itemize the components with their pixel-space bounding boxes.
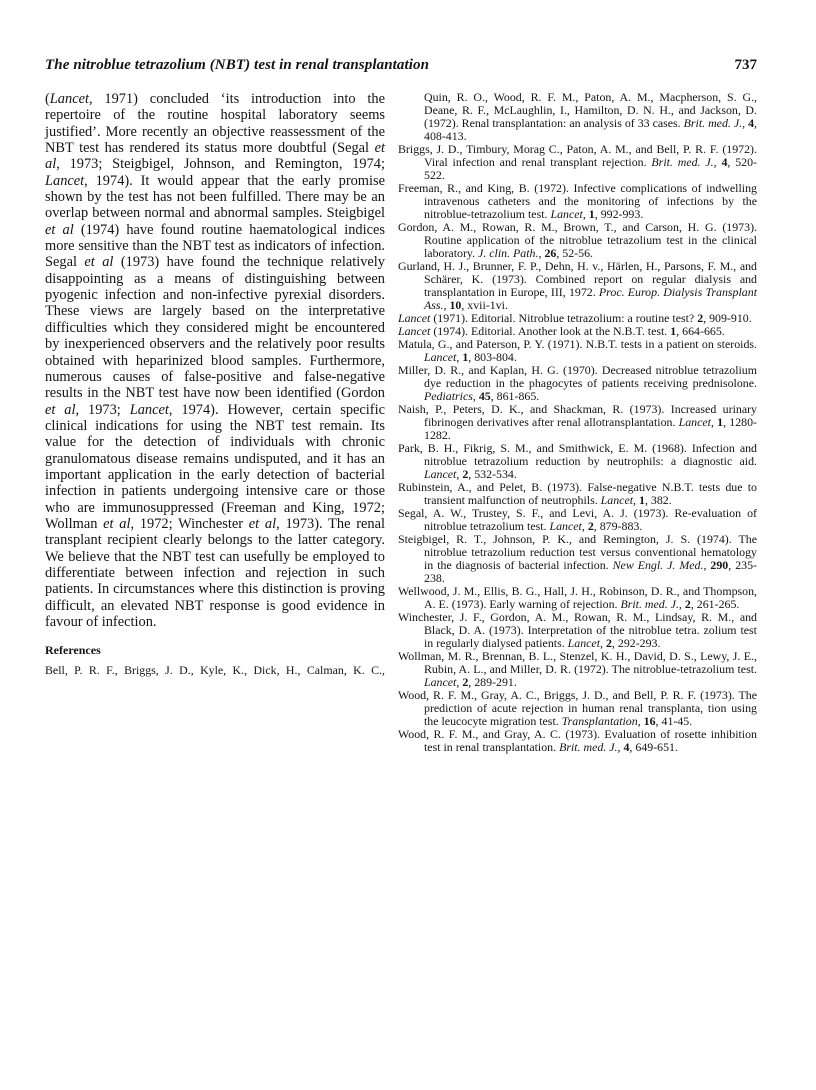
- reference-entry: Lancet (1971). Editorial. Nitroblue tetrazolium: a routine test? 2, 909-910.: [398, 311, 752, 325]
- reference-entry: Naish, P., Peters, D. K., and Shackman, R. (1973). Increased urinary fibrinogen derivatives after renal allotransplantation. Lancet, 1, 1280-1282.: [398, 402, 757, 442]
- references-heading: References: [45, 643, 101, 658]
- reference-entry: Quin, R. O., Wood, R. F. M., Paton, A. M., Macpherson, S. G., Deane, R. F., McLaughlin, I., Hamilton, D. N. H., and Jackson, D. (1972). Renal transplantation: an analysis of 33 cases. Brit. med. J., 4, 408-413.: [424, 90, 757, 143]
- reference-entry: Freeman, R., and King, B. (1972). Infective complications of indwelling intravenous catheters and the monitoring of infections by the nitroblue-tetrazolium test. Lancet, 1, 992-993.: [398, 181, 757, 221]
- two-column-layout: [45, 91, 757, 754]
- reference-entry: Segal, A. W., Trustey, S. F., and Levi, A. J. (1973). Re-evaluation of nitroblue tetrazolium test. Lancet, 2, 879-883.: [398, 506, 757, 533]
- reference-entry: Steigbigel, R. T., Johnson, P. K., and Remington, J. S. (1974). The nitroblue tetrazolium reduction test versus conventional hematology in the diagnosis of bacterial infection. New Engl. J. Med., 290, 235-238.: [398, 532, 757, 585]
- page-header: [45, 57, 757, 74]
- page-number: 737: [734, 57, 757, 73]
- references-column: [398, 91, 757, 754]
- reference-entry: Gordon, A. M., Rowan, R. M., Brown, T., and Carson, H. G. (1973). Routine application of the nitroblue tetrazolium test in the clinical laboratory. J. clin. Path., 26, 52-56.: [398, 220, 757, 260]
- reference-entry: Briggs, J. D., Timbury, Morag C., Paton, A. M., and Bell, P. R. F. (1972). Viral infection and renal transplant rejection. Brit. med. J., 4, 520-522.: [398, 142, 758, 182]
- reference-entry: Park, B. H., Fikrig, S. M., and Smithwick, E. M. (1968). Infection and nitroblue tetrazolium reduction by neutrophils: a diagnostic aid. Lancet, 2, 532-534.: [398, 441, 757, 481]
- left-column: [45, 91, 385, 754]
- running-title: The nitroblue tetrazolium (NBT) test in renal transplantation: [45, 57, 430, 73]
- reference-entry: Matula, G., and Paterson, P. Y. (1971). N.B.T. tests in a patient on steroids. Lancet, 1, 803-804.: [398, 337, 757, 364]
- reference-entry: Wollman, M. R., Brennan, B. L., Stenzel, K. H., David, D. S., Lewy, J. E., Rubin, A. L., and Miller, D. R. (1972). The nitroblue-tetrazolium test. Lancet, 2, 289-291.: [398, 649, 757, 689]
- reference-entry: Wood, R. F. M., Gray, A. C., Briggs, J. D., and Bell, P. R. F. (1973). The prediction of acute rejection in human renal transplanta, tion using the leucocyte migration test. Transplantation, 16, 41-45.: [398, 688, 757, 728]
- reference-entry: Wellwood, J. M., Ellis, B. G., Hall, J. H., Robinson, D. R., and Thompson, A. E. (1973). Early warning of rejection. Brit. med. J., 2, 261-265.: [398, 584, 757, 611]
- reference-entry: Wood, R. F. M., and Gray, A. C. (1973). Evaluation of rosette inhibition test in renal transplantation. Brit. med. J., 4, 649-651.: [398, 727, 757, 754]
- reference-entry: Winchester, J. F., Gordon, A. M., Rowan, R. M., Lindsay, R. M., and Black, D. A. (1973). Interpretation of the nitroblue tetra. zolium test in regularly dialysed patients. Lancet, 2, 292-293.: [398, 610, 757, 650]
- reference-entry: Gurland, H. J., Brunner, F. P., Dehn, H. v., Härlen, H., Parsons, F. M., and Schärer, K. (1973). Combined report on regular dialysis and transplantation in Europe, III, 1972. Proc. Europ. Dialysis Transplant Ass., 10, xvii-1vi.: [398, 259, 757, 312]
- reference-entry: Miller, D. R., and Kaplan, H. G. (1970). Decreased nitroblue tetrazolium dye reduction in the phagocytes of patients receiving prednisolone. Pediatrics, 45, 861-865.: [398, 363, 757, 403]
- reference-entry: Rubinstein, A., and Pelet, B. (1973). False-negative N.B.T. tests due to transient malfunction of neutrophils. Lancet, 1, 382.: [398, 480, 757, 507]
- article-paragraph: (Lancet, 1971) concluded ‘its introduction into the repertoire of the routine hospital laboratory seems justified’. More recently an objective reassessment of the NBT test has rendered its status more doubtful (Segal et al, 1973; Steigbigel, Johnson, and Remington, 1974; Lancet, 1974). It would appear that the early promise shown by the test has not been fulfilled. There may be an overlap between normal and abnormal samples. Steigbigel et al (1974) have found routine haematological indices more sensitive than the NBT test as indicators of infection. Segal et al (1973) have found the technique relatively disappointing as a means of distinguishing between pyogenic infection and non-infective pyrexial disorders. These views are largely based on the interpretative difficulties which they considered might be encountered by inexperienced observers and the relatively poor results obtained with heparinized blood samples. Furthermore, numerous causes of false-positive and false-negative results in the NBT test have now been identified (Gordon et al, 1973; Lancet, 1974). However, certain specific clinical indications for using the NBT test remain. Its value for the detection of individuals with chronic granulomatous disease remains undisputed, and it has an important application in the early detection of bacterial infection in patients undergoing intensive care or those who are immunosuppressed (Freeman and King, 1972; Wollman et al, 1972; Winchester et al, 1973). The renal transplant recipient clearly belongs to the latter category. We believe that the NBT test can usefully be employed to differentiate between infection and rejection in such patients. In circumstances where this distinction is proving difficult, an elevated NBT response is good evidence in favour of infection.: [45, 91, 386, 630]
- reference-entry: Bell, P. R. F., Briggs, J. D., Kyle, K., Dick, H., Calman, K. C.,: [45, 663, 385, 678]
- reference-entry: Lancet (1974). Editorial. Another look at the N.B.T. test. 1, 664-665.: [398, 324, 725, 338]
